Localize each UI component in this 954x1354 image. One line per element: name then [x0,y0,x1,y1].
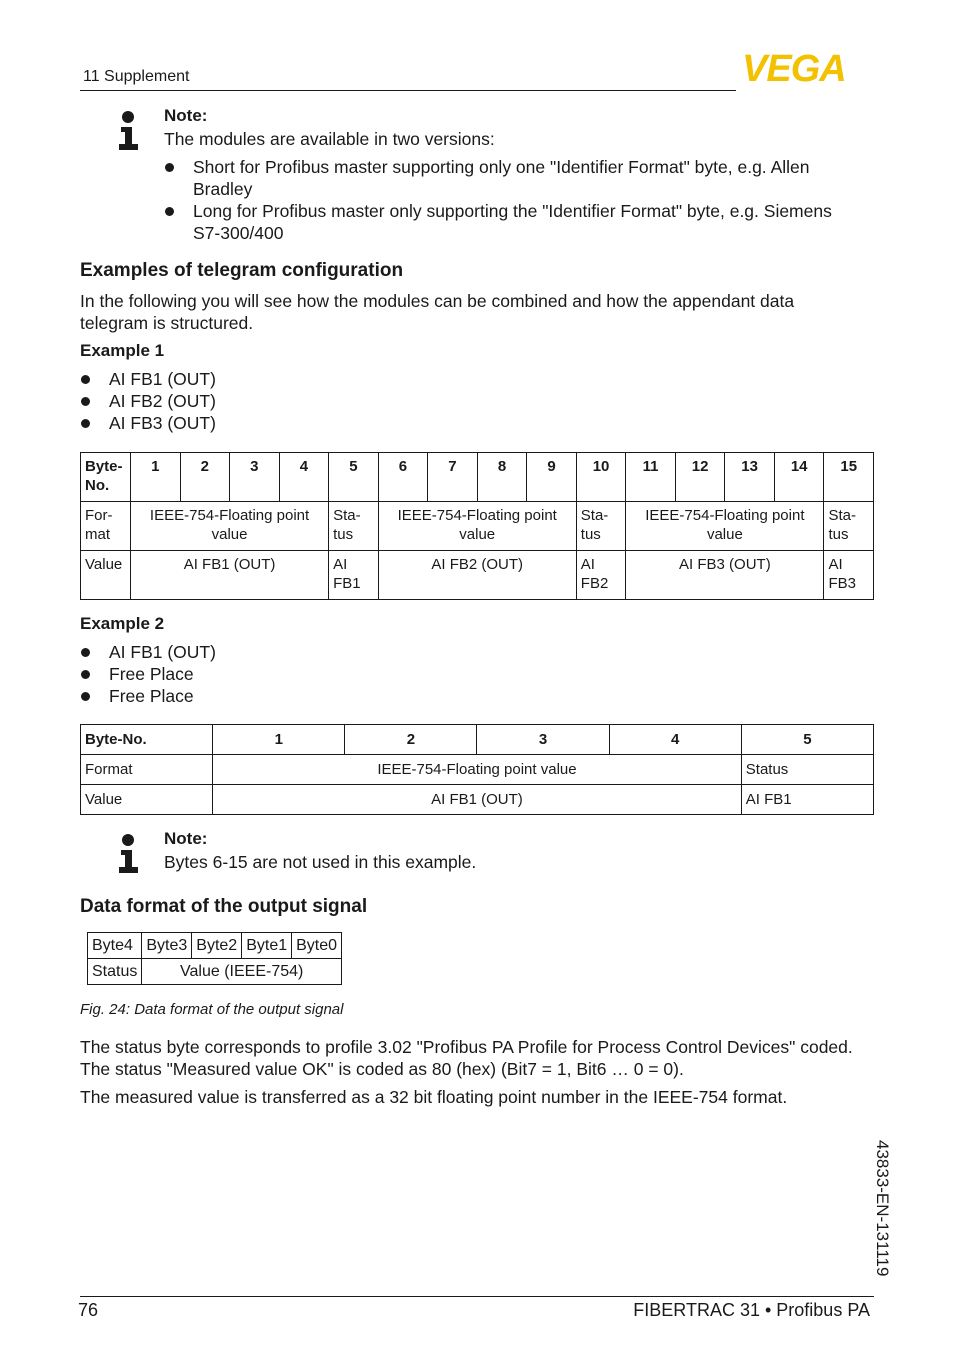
example1-table: Byte-No. 1 2 3 4 5 6 7 8 9 10 11 12 13 14 15 For-mat IEEE-754-Floating point value Sta-tus IEEE-754-Floating point value Sta-tus IEEE-754-Floating point value Sta-tus Value AI FB1 (OUT) AI FB1 AI FB2 (OUT) AI FB2 AI FB3 (OUT) AI FB3 [80,452,874,600]
example2-bullets [109,641,216,707]
section-header: 11 Supplement [83,68,190,85]
table-row: Status Value (IEEE-754) [88,959,342,985]
info-icon [117,833,141,878]
figure-caption: Fig. 24: Data format of the output signal [80,1001,344,1018]
examples-intro: In the following you will see how the modules can be combined and how the appendant data telegram is structured. [80,291,795,333]
header-rule [80,90,736,91]
svg-text:VEGA: VEGA [742,50,846,84]
page-number: 76 [78,1300,99,1320]
note-text: Bytes 6-15 are not used in this example. [164,852,477,872]
note-title: Note: [164,106,208,125]
byte-no-header: Byte-No. [81,453,131,502]
list-item: AI FB3 (OUT) [109,412,216,434]
table-row: Value AI FB1 (OUT) AI FB1 [81,785,874,815]
note-bullets [193,156,863,244]
vega-logo [742,50,872,89]
list-item: Short for Profibus master supporting only one "Identifier Format" byte, e.g. Allen Bradley [193,156,863,200]
list-item: Free Place [109,685,216,707]
table-row: Byte4 Byte3 Byte2 Byte1 Byte0 [88,933,342,959]
list-item: AI FB1 (OUT) [109,641,216,663]
example1-title: Example 1 [80,341,165,360]
data-format-heading: Data format of the output signal [80,896,368,917]
example1-bullets [109,368,216,434]
table-row: Value AI FB1 (OUT) AI FB1 AI FB2 (OUT) AI FB2 AI FB3 (OUT) AI FB3 [81,551,874,600]
footer-rule [80,1296,874,1297]
list-item: Long for Profibus master only supporting the "Identifier Format" byte, e.g. Siemens S7-300/400 [193,200,863,244]
note-text: The modules are available in two versions: [164,129,495,149]
list-item: AI FB1 (OUT) [109,368,216,390]
paragraph: The measured value is transferred as a 32 bit floating point number in the IEEE-754 format. [80,1087,788,1107]
byte-no-header: Byte-No. [81,725,213,755]
example2-title: Example 2 [80,614,165,633]
info-icon [117,110,141,155]
list-item: Free Place [109,663,216,685]
example2-table: Byte-No. 1 2 3 4 5 Format IEEE-754-Floating point value Status Value AI FB1 (OUT) AI FB1 [80,724,874,815]
data-format-table [87,932,342,985]
product-name: FIBERTRAC 31 • Profibus PA [633,1300,870,1320]
paragraph: The status byte corresponds to profile 3.02 "Profibus PA Profile for Process Control Devices" coded. The status "Measured value OK" is coded as 80 (hex) (Bit7 = 1, Bit6 … 0 = 0). [80,1037,853,1079]
document-id: 43833-EN-131119 [873,1140,892,1277]
table-row: Format IEEE-754-Floating point value Status [81,755,874,785]
examples-heading: Examples of telegram configuration [80,260,404,281]
table-row: For-mat IEEE-754-Floating point value Sta-tus IEEE-754-Floating point value Sta-tus IEEE-754-Floating point value Sta-tus [81,502,874,551]
list-item: AI FB2 (OUT) [109,390,216,412]
note-title: Note: [164,829,208,848]
